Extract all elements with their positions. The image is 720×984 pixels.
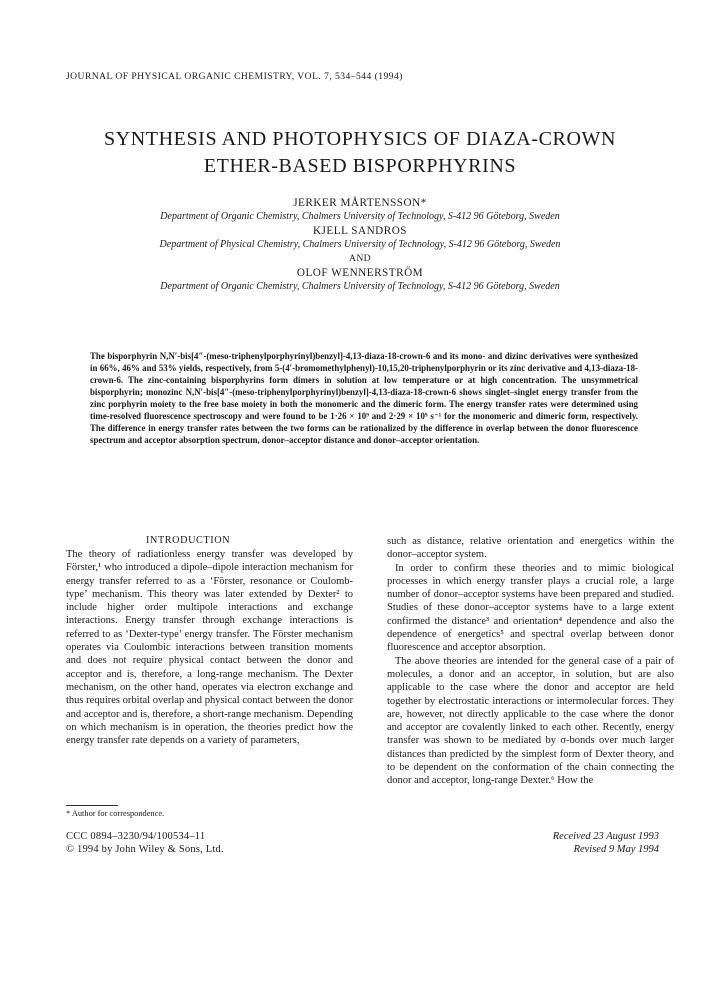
author-block: [60, 196, 660, 294]
submission-dates: [553, 830, 659, 856]
and-separator: AND: [349, 253, 371, 264]
author-affiliation: Department of Organic Chemistry, Chalmers University of Technology, S-412 96 Göteborg, Sweden: [160, 281, 560, 292]
journal-header: JOURNAL OF PHYSICAL ORGANIC CHEMISTRY, VOL. 7, 534–544 (1994): [66, 71, 403, 82]
author-affiliation: Department of Physical Chemistry, Chalmers University of Technology, S-412 96 Göteborg, Sweden: [159, 239, 561, 250]
title-line-2: ETHER-BASED BISPORPHYRINS: [203, 155, 517, 177]
author-name: JERKER MÅRTENSSON*: [293, 197, 427, 209]
publication-info: [66, 830, 224, 856]
intro-paragraph: In order to confirm these theories and to mimic biological processes in which energy transfer plays a crucial role, a large number of donor–acceptor systems have been prepared and studied. Studies of these donor–acceptor systems have to a large extent confirmed the distance³ and orientation⁴ dependence and also the dependence of energetics⁵ and spectral overlap between donor fluorescence and acceptor absorption.: [387, 562, 674, 654]
footnote: * Author for correspondence.: [66, 809, 165, 818]
copyright-line: © 1994 by John Wiley & Sons, Ltd.: [66, 844, 224, 855]
footnote-rule: [66, 805, 118, 806]
section-heading-introduction: INTRODUCTION: [146, 535, 231, 546]
intro-paragraph: The above theories are intended for the general case of a pair of molecules, a donor and an acceptor, in solution, but are also applicable to the case where the donor and acceptor are held together by electrostatic interactions or intermolecular forces. They are, however, not directly applicable to the case where the donor and acceptor are covalently linked to each other. Recently, energy transfer was shown to be mediated by σ-bonds over much larger distances than predicted by the simplest form of Dexter theory, and to be dependent on the conformation of the chain connecting the donor and acceptor, long-range Dexter.⁶ How the: [387, 655, 674, 787]
author-name: KJELL SANDROS: [312, 225, 408, 237]
title-line-1: SYNTHESIS AND PHOTOPHYSICS OF DIAZA-CROWN: [103, 128, 617, 150]
revised-date: Revised 9 May 1994: [573, 844, 659, 855]
author-name: OLOF WENNERSTRÖM: [296, 267, 424, 279]
article-title: [60, 126, 660, 180]
received-date: Received 23 August 1993: [552, 831, 659, 842]
author-affiliation: Department of Organic Chemistry, Chalmers University of Technology, S-412 96 Göteborg, Sweden: [160, 211, 560, 222]
intro-paragraph: such as distance, relative orientation and energetics within the donor–acceptor system.: [387, 536, 674, 561]
ccc-code: CCC 0894–3230/94/100534–11: [66, 831, 206, 842]
right-column: [387, 535, 674, 788]
abstract: The bisporphyrin N,N′-bis[4″-(meso-triphenylporphyrinyl)benzyl]-4,13-diaza-18-crown-6 and its mono- and dizinc derivatives were synthesized in 66%, 46% and 53% yields, respectively, from 5-(4′-bromomethylphenyl)-10,15,20-triphenylporphyrin or its zinc derivative and 4,13-diaza-18-crown-6. The zinc-containing bisporphyrins form dimers in solution at low temperature or at high concentration. The unsymmetrical bisporphyrin; monozinc N,N′-bis[4″-(meso-triphenylporphyrinyl)benzyl]-4,13-diaza-18-crown-6 shows singlet–singlet energy transfer from the zinc porphyrin moiety to the free base moiety in both the monomeric and the dimeric form. The energy transfer rates were determined using time-resolved fluorescence spectroscopy and were found to be 1·26 × 10⁹ and 2·29 × 10⁹ s⁻¹ for the monomeric and dimeric form, respectively. The difference in energy transfer rates between the two forms can be rationalized by the difference in overlap between the donor fluorescence spectrum and acceptor absorption spectrum, donor–acceptor distance and donor–acceptor orientation.: [90, 351, 638, 445]
left-column: [66, 548, 353, 747]
intro-paragraph: The theory of radiationless energy transfer was developed by Förster,¹ who introduced a dipole–dipole interaction mechanism for energy transfer referred to as a ‘Förster, resonance or Coulomb-type’ mechanism. This theory was later extended by Dexter² to include higher order multipole interactions and exchange interactions. Energy transfer through exchange interactions is referred to as ‘Dexter-type’ energy transfer. The Förster mechanism operates via Coulombic interactions between transition moments and does not require physical contact between the donor and acceptor and is, therefore, a long-range mechanism. The Dexter mechanism, on the other hand, operates via electron exchange and thus requires orbital overlap and physical contact between the donor and acceptor and is, therefore, a short-range mechanism. Depending on which mechanism is in operation, the theories predict how the energy transfer rate depends on a variety of parameters,: [66, 549, 353, 747]
